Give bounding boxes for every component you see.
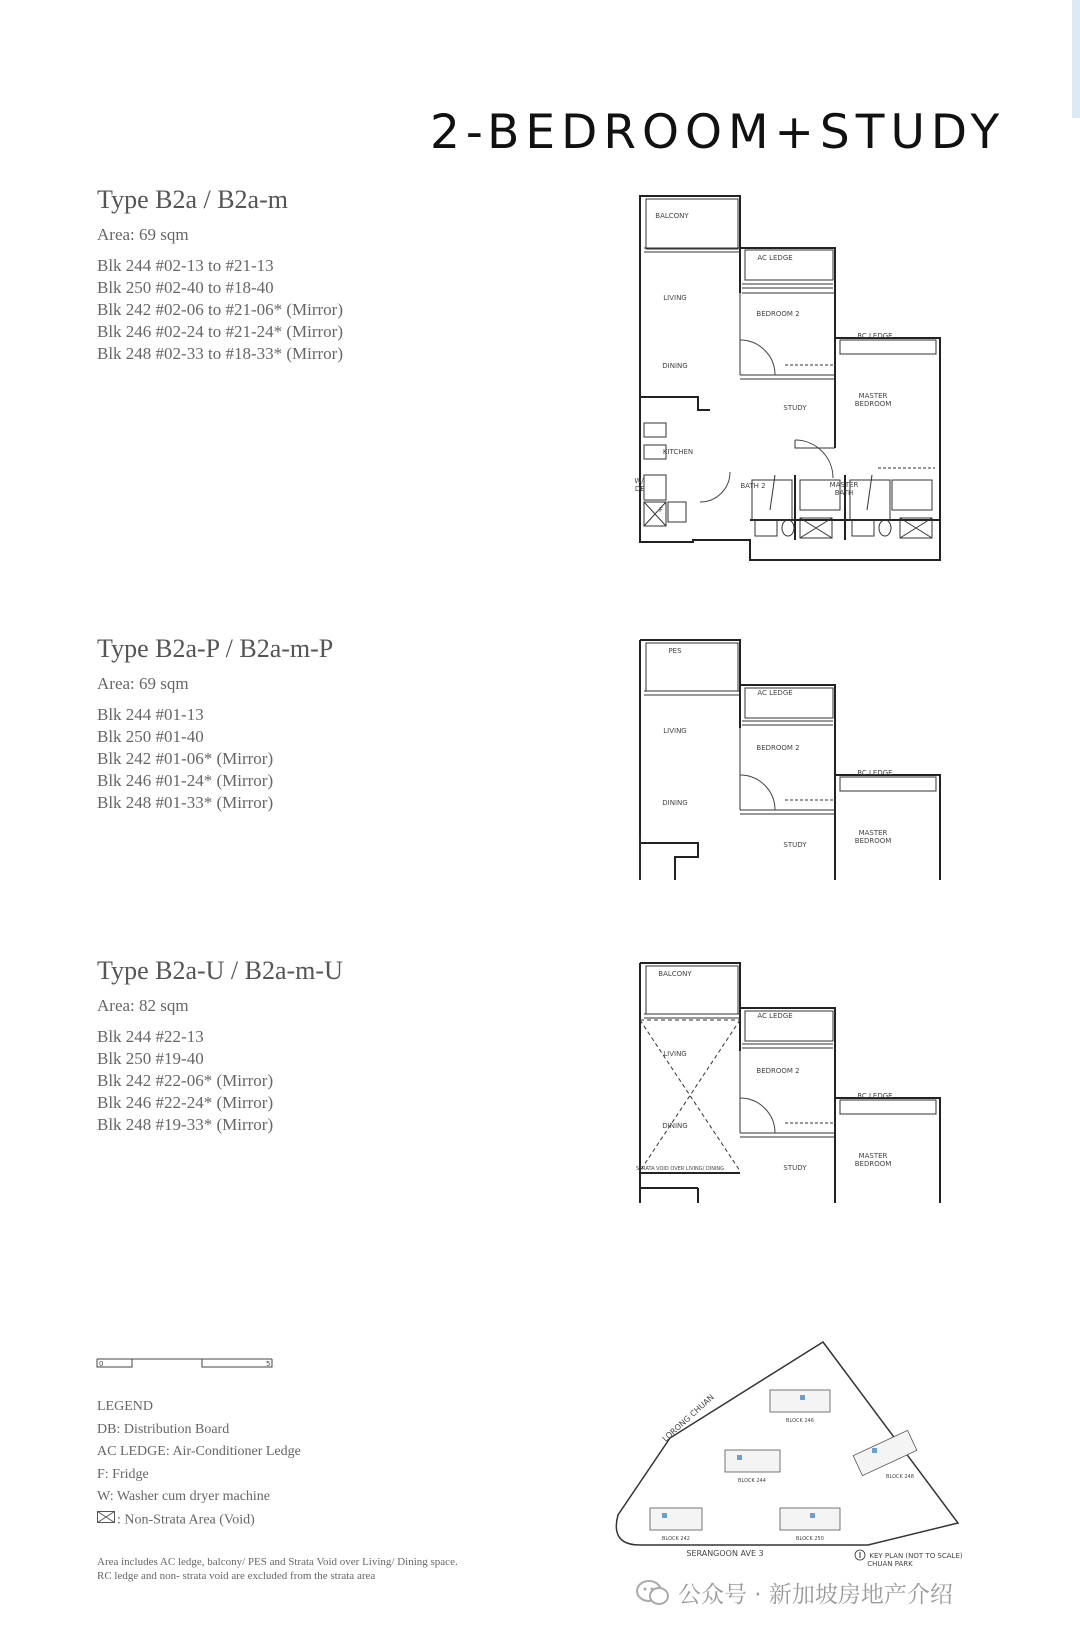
room-label: DINING: [662, 362, 688, 370]
room-label: KITCHEN: [662, 448, 694, 456]
unit-range: Blk 248 #19-33* (Mirror): [97, 1115, 274, 1134]
legend-item: W: Washer cum dryer machine: [97, 1489, 271, 1504]
watermark: [636, 1576, 953, 1612]
room-label: BEDROOM: [854, 837, 892, 845]
floor-plan-b2a-u: [630, 958, 960, 1208]
room-label: MASTER: [858, 1152, 888, 1160]
unit-range: Blk 250 #19-40: [97, 1049, 204, 1068]
legend-item-label: : Non-Strata Area (Void): [117, 1511, 255, 1527]
room-label: W/: [634, 477, 644, 485]
unit-type-name: Type B2a / B2a-m: [97, 185, 288, 214]
unit-type-b2a-u: [97, 956, 343, 1136]
room-label: BEDROOM 2: [756, 744, 800, 752]
void-box-icon: [97, 1509, 115, 1532]
room-label: MASTER: [829, 481, 859, 489]
block-label: BLOCK 246: [786, 1418, 814, 1424]
room-label: BATH: [834, 489, 854, 497]
unit-range: Blk 246 #22-24* (Mirror): [97, 1093, 274, 1112]
room-label: BATH 2: [740, 482, 766, 490]
unit-range: Blk 242 #01-06* (Mirror): [97, 749, 274, 768]
room-label: F: [658, 506, 664, 514]
page-title: 2-BEDROOM+STUDY: [430, 105, 1006, 161]
room-label: AC LEDGE: [757, 254, 793, 262]
unit-range: Blk 244 #22-13: [97, 1027, 204, 1046]
legend-item: F: Fridge: [97, 1466, 149, 1482]
room-label: LIVING: [663, 294, 687, 302]
room-label: BEDROOM: [854, 400, 892, 408]
room-label: BALCONY: [658, 970, 692, 978]
room-label: RC LEDGE: [857, 769, 893, 777]
room-label: MASTER: [858, 829, 888, 837]
room-label: BALCONY: [655, 212, 689, 220]
unit-type-name: Type B2a-U / B2a-m-U: [97, 956, 343, 985]
unit-area: Area: 69 sqm: [97, 225, 189, 244]
room-label: STUDY: [783, 1164, 807, 1172]
room-label: PES: [668, 647, 682, 655]
room-label: LIVING: [663, 727, 687, 735]
room-label: STUDY: [783, 404, 807, 412]
unit-type-name: Type B2a-P / B2a-m-P: [97, 634, 334, 663]
block-label: BLOCK 244: [738, 1478, 766, 1484]
floor-plan-b2a: [630, 190, 960, 565]
room-label: DB: [634, 485, 646, 493]
block-label: BLOCK 242: [662, 1536, 690, 1542]
legend-item-void: [97, 1509, 301, 1532]
unit-range: Blk 248 #01-33* (Mirror): [97, 793, 274, 812]
unit-list: [97, 704, 333, 814]
key-plan: [610, 1340, 980, 1575]
room-label: LIVING: [663, 1050, 687, 1058]
unit-list: [97, 255, 343, 365]
unit-range: Blk 250 #02-40 to #18-40: [97, 278, 274, 297]
legend: [97, 1396, 301, 1531]
park-label: CHUAN PARK: [867, 1560, 913, 1568]
room-label: STUDY: [783, 841, 807, 849]
page-edge-tab: [1072, 0, 1080, 118]
road-label: LORONG CHUAN: [660, 1392, 716, 1444]
legend-item: DB: Distribution Board: [97, 1421, 230, 1437]
unit-range: Blk 244 #02-13 to #21-13: [97, 256, 274, 275]
scale-start-label: 0: [99, 1360, 104, 1368]
room-label: DINING: [662, 1122, 688, 1130]
room-label: STRATA VOID OVER LIVING/ DINING: [635, 1166, 725, 1172]
block-label: BLOCK 248: [886, 1474, 914, 1480]
watermark-text: 公众号 · 新加坡房地产介绍: [678, 1582, 953, 1608]
unit-range: Blk 242 #02-06 to #21-06* (Mirror): [97, 300, 344, 319]
unit-range: Blk 244 #01-13: [97, 705, 204, 724]
unit-range: Blk 248 #02-33 to #18-33* (Mirror): [97, 344, 344, 363]
room-label: RC LEDGE: [857, 1092, 893, 1100]
footnote: [97, 1555, 458, 1583]
footnote-line: RC ledge and non- strata void are excluded from the strata area: [97, 1570, 376, 1582]
road-label: SERANGOON AVE 3: [686, 1549, 764, 1558]
unit-type-b2a-p: [97, 634, 333, 814]
room-label: MASTER: [858, 392, 888, 400]
legend-heading: LEGEND: [97, 1399, 153, 1414]
scale-bar: [96, 1356, 276, 1375]
room-label: BEDROOM: [854, 1160, 892, 1168]
unit-range: Blk 242 #22-06* (Mirror): [97, 1071, 274, 1090]
footnote-line: Area includes AC ledge, balcony/ PES and Strata Void over Living/ Dining space.: [97, 1556, 458, 1568]
unit-range: Blk 246 #02-24 to #21-24* (Mirror): [97, 322, 344, 341]
room-label: RC LEDGE: [857, 332, 893, 340]
room-label: BEDROOM 2: [756, 310, 800, 318]
unit-range: Blk 250 #01-40: [97, 727, 204, 746]
room-label: DINING: [662, 799, 688, 807]
key-plan-note: KEY PLAN (NOT TO SCALE): [869, 1552, 963, 1560]
wechat-icon: [636, 1580, 670, 1612]
unit-range: Blk 246 #01-24* (Mirror): [97, 771, 274, 790]
scale-end-label: 5: [266, 1360, 271, 1368]
unit-type-b2a: [97, 185, 343, 365]
room-label: BEDROOM 2: [756, 1067, 800, 1075]
unit-list: [97, 1026, 343, 1136]
floor-plan-b2a-p: [630, 635, 960, 885]
block-label: BLOCK 250: [796, 1536, 824, 1542]
unit-area: Area: 82 sqm: [97, 996, 189, 1015]
room-label: AC LEDGE: [757, 1012, 793, 1020]
unit-area: Area: 69 sqm: [97, 674, 189, 693]
legend-item: AC LEDGE: Air-Conditioner Ledge: [97, 1444, 301, 1459]
room-label: AC LEDGE: [757, 689, 793, 697]
